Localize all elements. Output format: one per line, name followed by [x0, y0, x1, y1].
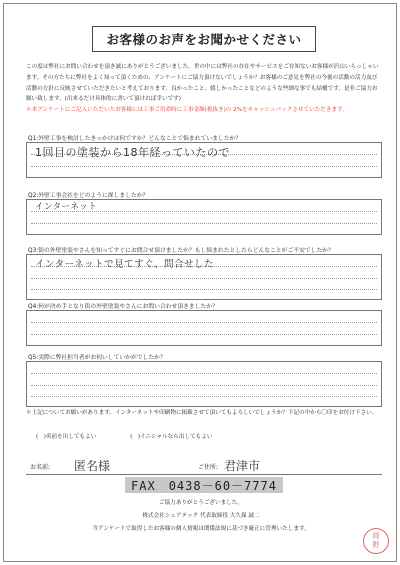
question-4-label: Q4:何が決め手となり街の外壁塗装やさんにお問い合わせ頂きましたか？	[28, 304, 218, 310]
stamp-char-1: 岡	[372, 532, 380, 540]
intro-text	[26, 62, 382, 116]
address-label: ご住所:	[198, 464, 219, 471]
answer-1-text: 1回目の塗装から18年経っていたので	[35, 146, 230, 159]
fax-number: FAX 0438－60－7774	[125, 477, 283, 493]
seal-stamp	[363, 528, 389, 554]
name-label: お名前:	[30, 464, 51, 471]
answer-box-3[interactable]	[26, 254, 382, 300]
question-5-label: Q5:実際に弊社担当者がお伺いしていかがでしたか？	[28, 355, 166, 361]
answer-2-text: インターネット	[35, 202, 98, 212]
name-value[interactable]: 匿名様	[74, 459, 111, 473]
option-initials-ok[interactable]: ( )イニシャルなら出してもよい	[130, 434, 213, 440]
question-3-label: Q3:街の外壁塗装やさんを知ってすぐにお問合せ頂けましたか？もし悩まれたとしたらどんなことがご不安でしたか？	[28, 248, 334, 254]
thanks-text: ご協力ありがとうございました。	[159, 500, 243, 506]
question-2-label: Q2:外壁工事会社をどのように探しましたか？	[28, 193, 149, 199]
answer-box-1[interactable]	[26, 142, 382, 178]
publication-note: ＊上記についてお願いがあります。インターネットや印刷物に掲載させて頂いてもよろしいでしょうか？下記の中から〇印をお付け下さい。	[26, 410, 378, 416]
question-1-label: Q1:外壁工事を検討したきっかけは何ですか？どんなことで悩まれていましたか？	[28, 136, 242, 142]
company-text: 株式会社シェアテック 代表取締役 大久保 誠二	[142, 513, 260, 519]
answer-box-5[interactable]	[26, 361, 382, 407]
page-title: お客様のお声をお聞かせください	[92, 26, 316, 52]
answer-box-4[interactable]	[26, 310, 382, 346]
survey-sheet	[3, 3, 397, 562]
answer-3-text: インターネットで見てすぐ、問合せした	[35, 259, 214, 270]
privacy-text: 当アンケートで取得したお客様の個人情報は関係法規に基づき厳正に管理いたします。	[92, 526, 310, 532]
answer-box-2[interactable]	[26, 199, 382, 235]
customer-info-row	[26, 455, 382, 475]
address-value[interactable]: 君津市	[224, 459, 261, 473]
stamp-char-2: 野	[372, 541, 380, 549]
option-name-ok[interactable]: ( )名前を出してもよい	[36, 434, 97, 440]
cashback-note: ＊本アンケートにご記入いただいたお客様には工事ご用命時に工事金額(税抜き)の 2%をキャッシュバックさせていただきます。	[26, 107, 348, 114]
publication-options	[36, 432, 244, 440]
intro-paragraph: この度は弊社にお問い合わせを頂き誠にありがとうございました。世の中には弊社の存在やサービスをご存知ないお客様が沢山いらっしゃいます。その方たちに弊社をよく知って頂くための、アンケートにご協力頂けないでしょうか？お客様のご意見を弊社の今後の活動の活力及び活動の方針に反映させていただきたいと考えております。良かったこと、嬉しかったことなどのような些細な事でも結構です。是非ご協力お願い致します。(出来るだけ具体的に書いて頂ければ幸いです)	[26, 64, 379, 103]
